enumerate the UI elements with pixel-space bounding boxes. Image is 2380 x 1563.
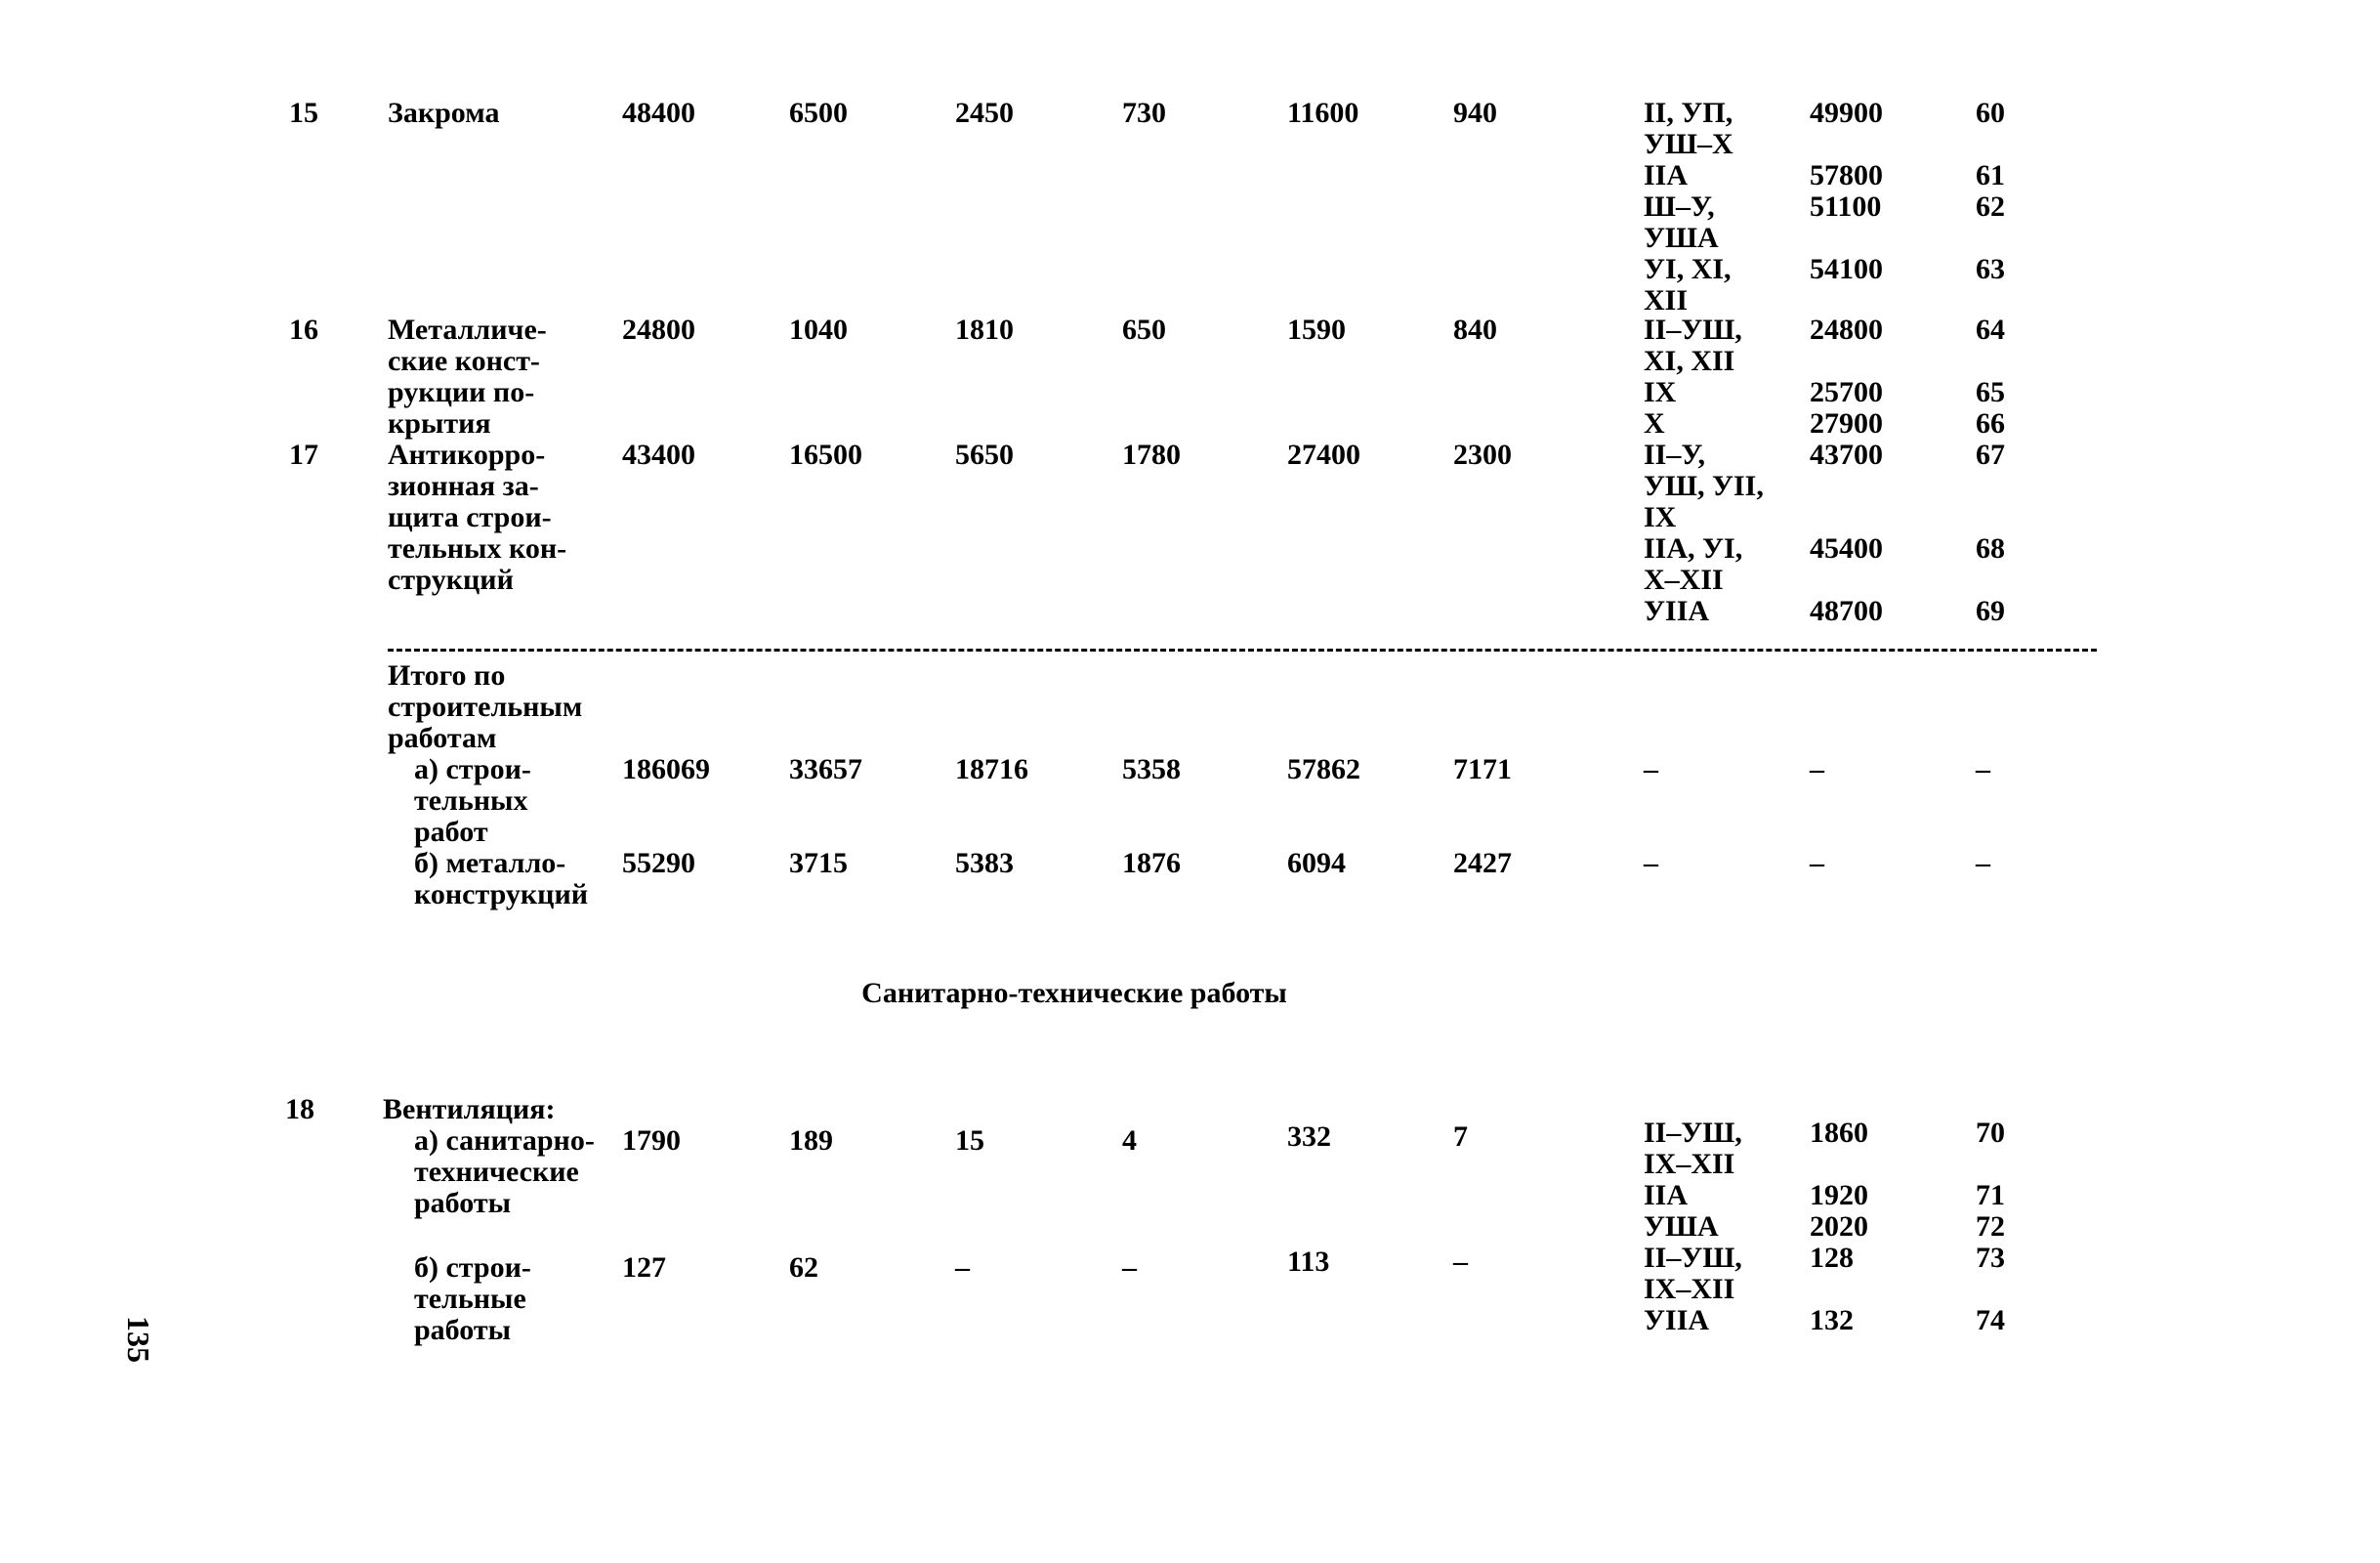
position-number: 70 bbox=[1976, 1117, 2005, 1149]
empty-dash: – bbox=[1976, 847, 1990, 879]
cell-value: 1780 bbox=[1122, 439, 1181, 471]
cell-value: 48400 bbox=[622, 97, 695, 129]
variant-cost: 132 bbox=[1810, 1304, 1854, 1336]
variant-label: Х bbox=[1644, 407, 1665, 440]
cell-value: 16500 bbox=[789, 439, 862, 471]
variant-cost: 2020 bbox=[1810, 1210, 1868, 1243]
variant-cost: 45400 bbox=[1810, 532, 1883, 565]
variant-label: УIIA bbox=[1644, 1304, 1710, 1336]
cell-value: 189 bbox=[789, 1124, 833, 1157]
cell-value: 1040 bbox=[789, 314, 848, 346]
row-label: Вентиляция: bbox=[383, 1093, 556, 1125]
row-label: Закрома bbox=[388, 97, 500, 129]
page-number: 135 bbox=[121, 1316, 156, 1363]
variant-cost: 128 bbox=[1810, 1242, 1854, 1274]
totals-a-label: а) строи- тельных работ bbox=[414, 753, 531, 848]
cell-value: 7 bbox=[1453, 1120, 1468, 1153]
cell-value: 650 bbox=[1122, 314, 1166, 346]
cell-value: 2450 bbox=[955, 97, 1014, 129]
cell-value: 113 bbox=[1287, 1246, 1330, 1278]
cell-value: 24800 bbox=[622, 314, 695, 346]
position-number: 74 bbox=[1976, 1304, 2005, 1336]
variant-label: II–УШ, IХ–ХII bbox=[1644, 1242, 1742, 1305]
cell-value: 7171 bbox=[1453, 753, 1512, 785]
variant-label: IIА bbox=[1644, 159, 1689, 191]
variant-cost: 1860 bbox=[1810, 1117, 1868, 1149]
row-number: 18 bbox=[285, 1093, 314, 1125]
variant-cost: 54100 bbox=[1810, 253, 1883, 285]
variant-label: УШA bbox=[1644, 1210, 1719, 1243]
empty-dash: – bbox=[1644, 753, 1658, 785]
row-number: 17 bbox=[289, 439, 318, 471]
cell-value: 18716 bbox=[955, 753, 1028, 785]
variant-label: II–У, УШ, УII, IХ bbox=[1644, 439, 1764, 533]
empty-dash: – bbox=[1810, 847, 1824, 879]
variant-label: IХ bbox=[1644, 376, 1677, 408]
cell-value: 33657 bbox=[789, 753, 862, 785]
variant-cost: 24800 bbox=[1810, 314, 1883, 346]
position-number: 62 bbox=[1976, 190, 2005, 223]
row-label: Металличе- ские конст- рукции по- крытия bbox=[388, 314, 547, 440]
cell-value: 6094 bbox=[1287, 847, 1346, 879]
position-number: 69 bbox=[1976, 595, 2005, 627]
empty-dash: – bbox=[1810, 753, 1824, 785]
variant-cost: 48700 bbox=[1810, 595, 1883, 627]
cell-value: 1790 bbox=[622, 1124, 681, 1157]
cell-value: 2427 bbox=[1453, 847, 1512, 879]
position-number: 72 bbox=[1976, 1210, 2005, 1243]
cell-value: 2300 bbox=[1453, 439, 1512, 471]
variant-label: УIIA bbox=[1644, 595, 1710, 627]
cell-value: 27400 bbox=[1287, 439, 1360, 471]
variant-label: Ш–У, УШA bbox=[1644, 190, 1719, 254]
cell-value: 6500 bbox=[789, 97, 848, 129]
totals-b-label: б) металло- конструкций bbox=[414, 847, 589, 910]
ventilation-b-label: б) строи- тельные работы bbox=[414, 1251, 531, 1346]
variant-cost: 25700 bbox=[1810, 376, 1883, 408]
totals-title: Итого по строительным работам bbox=[388, 659, 583, 754]
variant-cost: 1920 bbox=[1810, 1179, 1868, 1211]
cell-value: 62 bbox=[789, 1251, 818, 1284]
variant-cost: 51100 bbox=[1810, 190, 1882, 223]
position-number: 63 bbox=[1976, 253, 2005, 285]
cell-value: 1590 bbox=[1287, 314, 1346, 346]
empty-dash: – bbox=[1453, 1246, 1468, 1278]
variant-cost: 49900 bbox=[1810, 97, 1883, 129]
cell-value: 1876 bbox=[1122, 847, 1181, 879]
position-number: 68 bbox=[1976, 532, 2005, 565]
variant-label: IIА, УI, Х–ХII bbox=[1644, 532, 1743, 596]
empty-dash: – bbox=[1122, 1251, 1137, 1284]
dashed-divider bbox=[388, 649, 2097, 652]
position-number: 65 bbox=[1976, 376, 2005, 408]
cell-value: 43400 bbox=[622, 439, 695, 471]
cell-value: 5358 bbox=[1122, 753, 1181, 785]
position-number: 61 bbox=[1976, 159, 2005, 191]
variant-label: II, УП, УШ–Х bbox=[1644, 97, 1733, 160]
cell-value: 55290 bbox=[622, 847, 695, 879]
section-title: Санитарно-технические работы bbox=[861, 977, 1287, 1009]
position-number: 66 bbox=[1976, 407, 2005, 440]
variant-label: УI, ХI, ХII bbox=[1644, 253, 1732, 317]
cell-value: 127 bbox=[622, 1251, 666, 1284]
variant-label: II–УШ, IХ–ХII bbox=[1644, 1117, 1742, 1180]
cell-value: 186069 bbox=[622, 753, 710, 785]
cell-value: 730 bbox=[1122, 97, 1166, 129]
empty-dash: – bbox=[955, 1251, 970, 1284]
cell-value: 940 bbox=[1453, 97, 1497, 129]
position-number: 60 bbox=[1976, 97, 2005, 129]
variant-cost: 27900 bbox=[1810, 407, 1883, 440]
empty-dash: – bbox=[1644, 847, 1658, 879]
row-number: 16 bbox=[289, 314, 318, 346]
empty-dash: – bbox=[1976, 753, 1990, 785]
variant-label: IIА bbox=[1644, 1179, 1689, 1211]
cell-value: 332 bbox=[1287, 1120, 1331, 1153]
cell-value: 840 bbox=[1453, 314, 1497, 346]
variant-label: II–УШ, ХI, ХII bbox=[1644, 314, 1742, 377]
row-label: Антикорро- зионная за- щита строи- тельных кон- струкций bbox=[388, 439, 567, 596]
cell-value: 15 bbox=[955, 1124, 984, 1157]
ventilation-a-label: а) санитарно- технические работы bbox=[414, 1124, 595, 1219]
position-number: 64 bbox=[1976, 314, 2005, 346]
cell-value: 5383 bbox=[955, 847, 1014, 879]
position-number: 67 bbox=[1976, 439, 2005, 471]
row-number: 15 bbox=[289, 97, 318, 129]
cell-value: 11600 bbox=[1287, 97, 1359, 129]
position-number: 71 bbox=[1976, 1179, 2005, 1211]
cell-value: 3715 bbox=[789, 847, 848, 879]
cell-value: 5650 bbox=[955, 439, 1014, 471]
cell-value: 4 bbox=[1122, 1124, 1137, 1157]
position-number: 73 bbox=[1976, 1242, 2005, 1274]
cell-value: 57862 bbox=[1287, 753, 1360, 785]
variant-cost: 57800 bbox=[1810, 159, 1883, 191]
cell-value: 1810 bbox=[955, 314, 1014, 346]
variant-cost: 43700 bbox=[1810, 439, 1883, 471]
